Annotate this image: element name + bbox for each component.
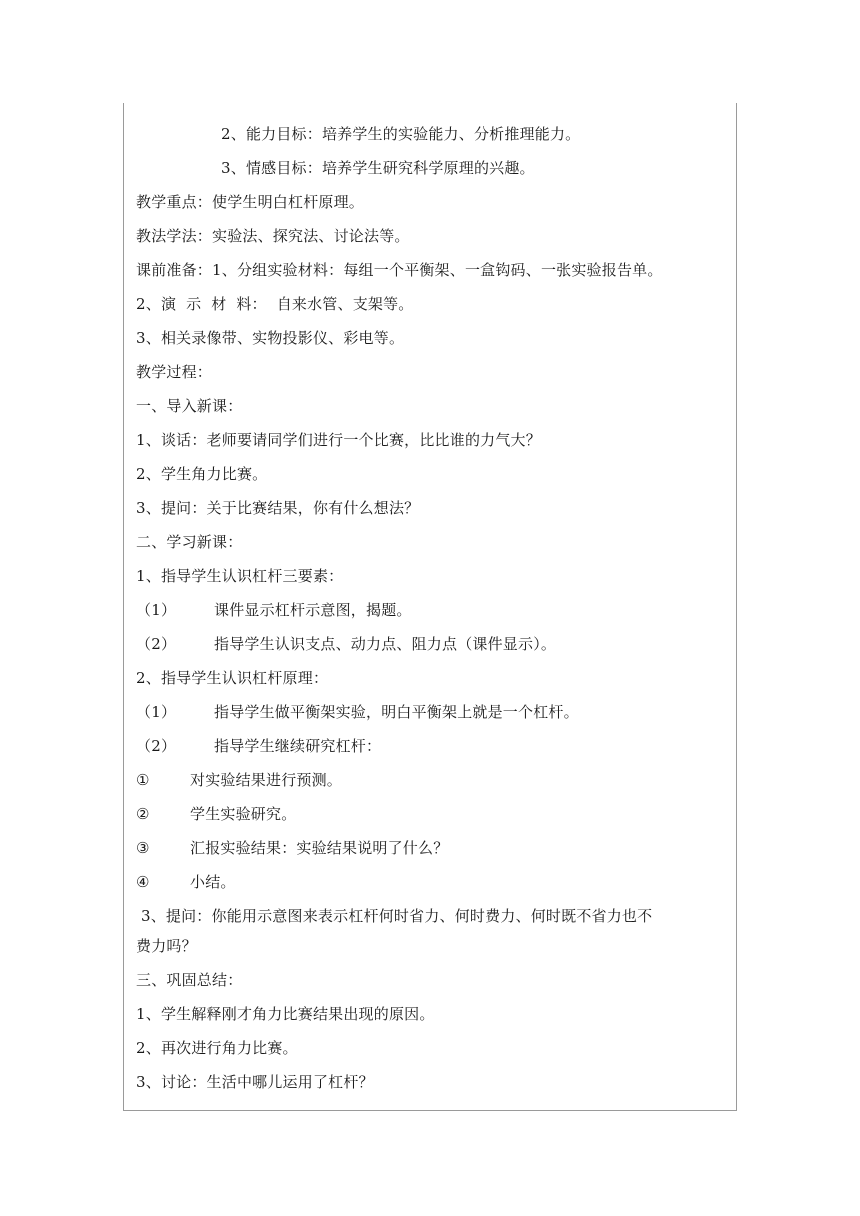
section-2-heading: 二、学习新课：	[136, 533, 243, 551]
sub-item	[136, 736, 381, 756]
sub-item	[136, 600, 412, 620]
sub-item-text: 课件显示杠杆示意图，揭题。	[214, 601, 412, 619]
step-item	[136, 838, 448, 858]
preparation-3: 3、相关录像带、实物投影仪、彩电等。	[136, 329, 405, 347]
section-2-item-3: 3、提问：你能用示意图来表示杠杆何时省力、何时费力、何时既不省力也不	[136, 907, 653, 925]
section-2-item-3-continued: 费力吗？	[136, 937, 197, 955]
sub-item	[136, 702, 579, 722]
step-number: ①	[136, 771, 150, 789]
sub-item	[136, 634, 556, 654]
sub-item-number: （2）	[136, 737, 177, 755]
step-text: 对实验结果进行预测。	[190, 771, 343, 789]
step-text: 小结。	[190, 873, 236, 891]
process-heading: 教学过程：	[136, 363, 213, 381]
teaching-methods: 教法学法：实验法、探究法、讨论法等。	[136, 227, 410, 245]
preparation-1: 课前准备：1、分组实验材料：每组一个平衡架、一盒钩码、一张实验报告单。	[136, 261, 663, 279]
section-3-item-3: 3、讨论：生活中哪儿运用了杠杆？	[136, 1073, 374, 1091]
sub-item-number: （2）	[136, 635, 177, 653]
step-item	[136, 872, 236, 892]
sub-item-text: 指导学生做平衡架实验，明白平衡架上就是一个杠杆。	[214, 703, 579, 721]
sub-item-text: 指导学生继续研究杠杆：	[214, 737, 382, 755]
sub-item-number: （1）	[136, 601, 177, 619]
section-3-item-2: 2、再次进行角力比赛。	[136, 1039, 298, 1057]
step-text: 学生实验研究。	[190, 805, 297, 823]
step-item	[136, 770, 342, 790]
section-1-item-3: 3、提问：关于比赛结果，你有什么想法？	[136, 499, 420, 517]
step-item	[136, 804, 296, 824]
goal-emotion: 3、情感目标：培养学生研究科学原理的兴趣。	[221, 159, 535, 177]
preparation-2: 2、演 示 材 料： 自来水管、支架等。	[136, 295, 414, 313]
section-1-item-1: 1、谈话：老师要请同学们进行一个比赛，比比谁的力气大？	[136, 431, 541, 449]
sub-item-number: （1）	[136, 703, 177, 721]
step-number: ③	[136, 839, 150, 857]
section-2-item-1: 1、指导学生认识杠杆三要素：	[136, 567, 344, 585]
teaching-focus: 教学重点：使学生明白杠杆原理。	[136, 193, 365, 211]
section-3-item-1: 1、学生解释刚才角力比赛结果出现的原因。	[136, 1005, 435, 1023]
section-2-item-2: 2、指导学生认识杠杆原理：	[136, 669, 329, 687]
goal-ability: 2、能力目标：培养学生的实验能力、分析推理能力。	[221, 125, 581, 143]
section-1-item-2: 2、学生角力比赛。	[136, 465, 268, 483]
step-text: 汇报实验结果：实验结果说明了什么？	[190, 839, 449, 857]
sub-item-text: 指导学生认识支点、动力点、阻力点（课件显示）。	[214, 635, 557, 653]
section-3-heading: 三、巩固总结：	[136, 971, 243, 989]
step-number: ④	[136, 873, 150, 891]
section-1-heading: 一、导入新课：	[136, 397, 243, 415]
step-number: ②	[136, 805, 150, 823]
